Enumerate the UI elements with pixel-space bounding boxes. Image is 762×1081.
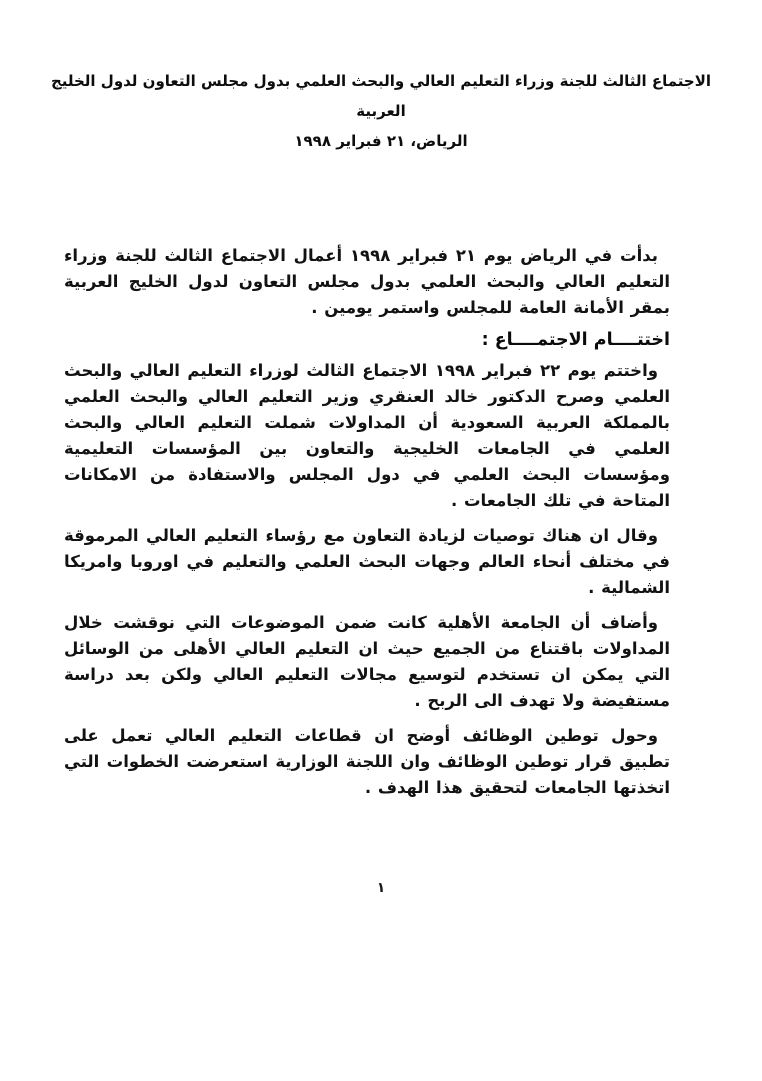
page-number: ١ xyxy=(376,880,386,896)
section-heading-closing-of-meeting: اختتــــام الاجتمــــاع : xyxy=(481,330,670,350)
document-title xyxy=(40,66,722,156)
title-line-2: الرياض، ٢١ فبراير ١٩٩٨ xyxy=(294,132,468,150)
body-paragraph-3: وأضاف أن الجامعة الأهلية كانت ضمن الموضوعات التي نوقشت خلال المداولات باقتناع من الجميع حيث ان التعليم العالي الأهلى من الوسائل التي يمكن ان تستخدم لتوسيع مجالات التعليم العالي ولكن بعد دراسة مستفيضة ولا تهدف الى الربح . xyxy=(64,613,670,710)
title-line-1: الاجتماع الثالث للجنة وزراء التعليم العالي والبحث العلمي بدول مجلس التعاون لدول الخليج العربية xyxy=(50,72,712,120)
body-paragraph-1: واختتم يوم ٢٢ فبراير ١٩٩٨ الاجتماع الثالث لوزراء التعليم العالي والبحث العلمي وصرح الدكتور خالد العنقري وزير التعليم العالي والبحث العلمي بالمملكة العربية السعودية أن المداولات شملت التعليم العالي والبحث العلمي في الجامعات الخليجية والتعاون بين المؤسسات التعليمية ومؤسسات البحث العلمي في دول المجلس والاستفادة من الامكانات المتاحة في تلك الجامعات . xyxy=(64,361,670,510)
document-body xyxy=(64,243,670,810)
intro-paragraph: بدأت في الرياض يوم ٢١ فبراير ١٩٩٨ أعمال الاجتماع الثالث للجنة وزراء التعليم العالي والبحث العلمي بدول مجلس التعاون لدول الخليج العربية بمقر الأمانة العامة للمجلس واستمر يومين . xyxy=(64,246,670,317)
body-paragraph-2: وقال ان هناك توصيات لزيادة التعاون مع رؤساء التعليم العالي المرموقة في مختلف أنحاء العالم وجهات البحث العلمي والتعليم في اوروبا وامريكا الشمالية . xyxy=(64,526,670,597)
body-paragraph-4: وحول توطين الوظائف أوضح ان قطاعات التعليم العالي تعمل على تطبيق قرار توطين الوظائف وان اللجنة الوزارية استعرضت الخطوات التي اتخذتها الجامعات لتحقيق هذا الهدف . xyxy=(64,726,670,797)
